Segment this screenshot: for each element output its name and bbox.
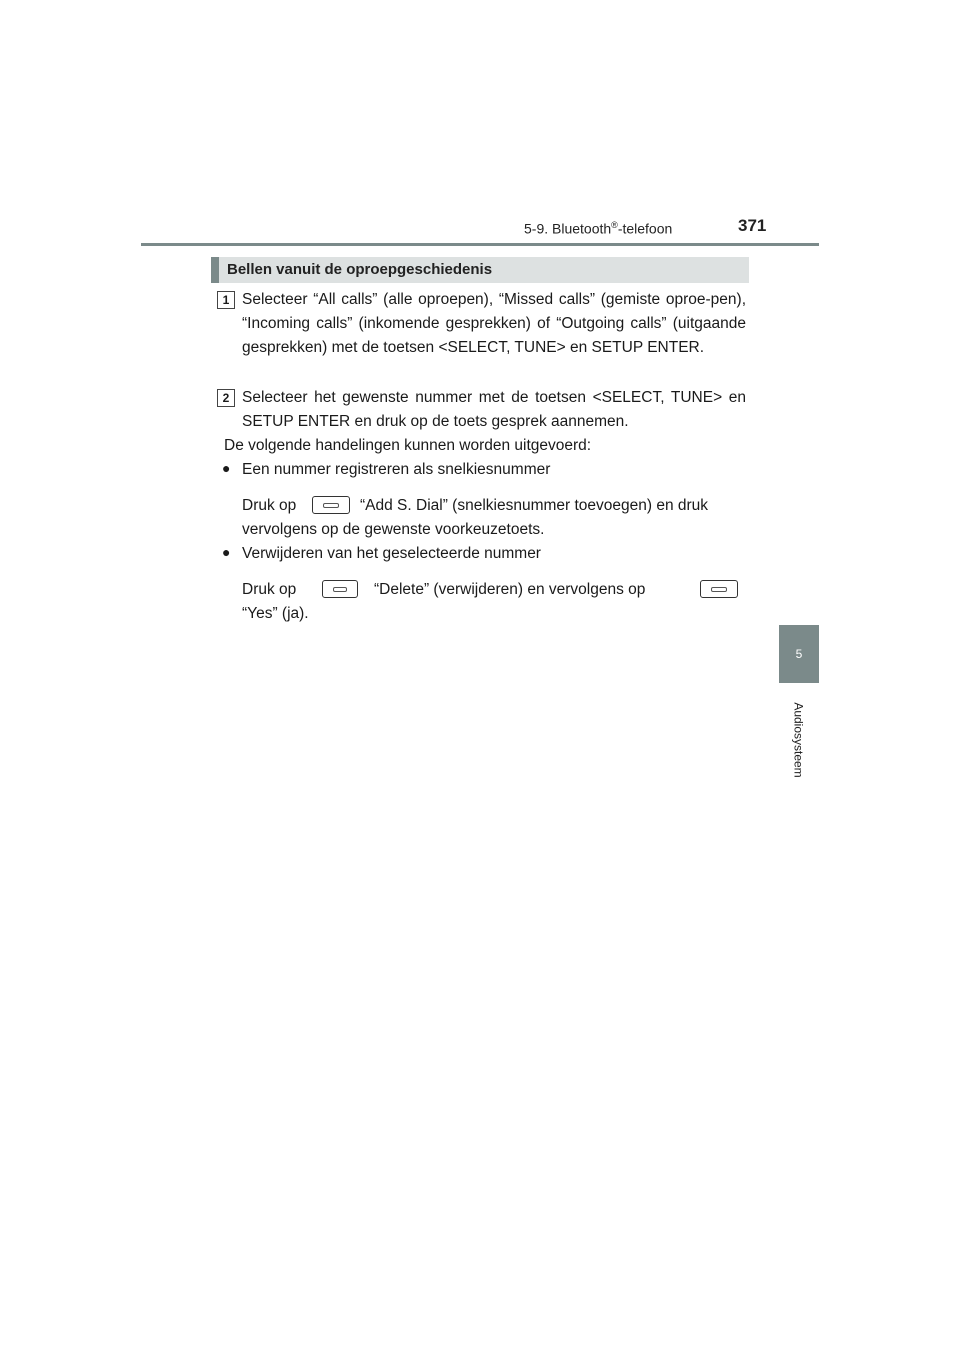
- bullet-icon: ●: [222, 544, 231, 560]
- section-title: Bellen vanuit de oproepgeschiedenis: [211, 257, 749, 283]
- instruction-prefix: Druk op: [242, 497, 297, 514]
- instruction-text: “Add S. Dial” (snelkiesnummer toevoegen) en druk: [360, 497, 709, 514]
- chapter-tab: [779, 625, 819, 683]
- step-text: Selecteer “All calls” (alle oproepen), “Missed calls” (gemiste oproe-pen), “Incoming calls” (inkomende gesprekken) of “Outgoing calls” (uitgaande gesprekken) met de toetsen <SELECT, TUNE> en SETUP ENTER.: [242, 291, 746, 356]
- soft-button-icon: [700, 580, 738, 598]
- instruction-prefix: Druk op: [242, 581, 297, 598]
- step-number-box: 1: [217, 291, 235, 309]
- bullet-title: Verwijderen van het geselecteerde nummer: [242, 545, 541, 562]
- section-prefix: 5-9. Bluetooth: [524, 220, 612, 237]
- bullet-icon: ●: [222, 460, 231, 476]
- instruction-text: “Delete” (verwijderen) en vervolgens op: [374, 581, 646, 598]
- chapter-name: Audiosysteem: [792, 702, 806, 778]
- step-text: Selecteer het gewenste nummer met de toetsen <SELECT, TUNE> en SETUP ENTER en druk op de toets gesprek aannemen.: [242, 389, 746, 430]
- header-divider: [141, 243, 819, 246]
- section-heading: [524, 220, 672, 237]
- section-suffix: -telefoon: [617, 220, 673, 237]
- bullet-title: Een nummer registreren als snelkiesnummer: [242, 461, 551, 478]
- page-number: 371: [738, 216, 767, 235]
- soft-button-icon: [312, 496, 350, 514]
- intro-text: De volgende handelingen kunnen worden uitgevoerd:: [224, 437, 592, 454]
- chapter-label: [779, 690, 819, 790]
- chapter-number: 5: [795, 647, 803, 661]
- soft-button-icon: [322, 580, 358, 598]
- instruction-text: vervolgens op de gewenste voorkeuzetoets.: [242, 521, 545, 538]
- step-number-box: 2: [217, 389, 235, 407]
- registered-mark: ®: [611, 220, 618, 230]
- instruction-text: “Yes” (ja).: [242, 605, 309, 622]
